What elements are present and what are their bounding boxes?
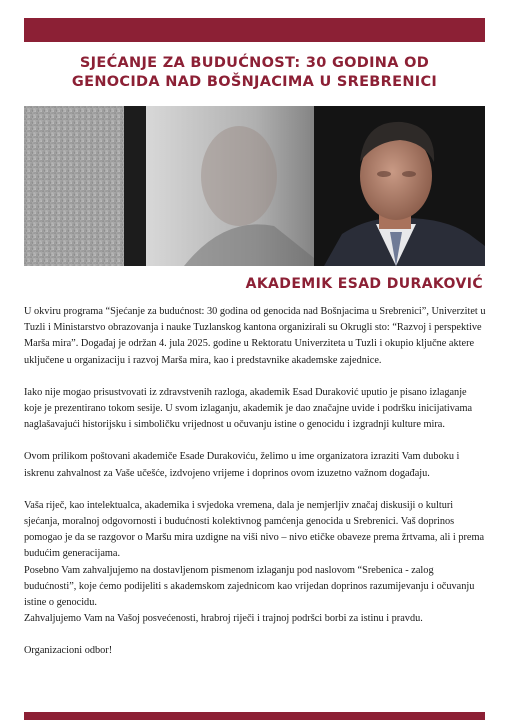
top-accent-bar [24, 18, 485, 42]
title-line-1: SJEĆANJE ZA BUDUĆNOST: 30 GODINA OD [79, 55, 430, 71]
paragraph-absence: Iako nije mogao prisustvovati iz zdravstvenih razloga, akademik Esad Duraković uputio je pisano izlaganje koje je prezentirano tokom sesije. U svom izlaganju, akademik je dao značajne uvide i podršku inicijativama naglašavajući historijsku i simboličku vrijednost u očuvanju istine o genocidu i izgradnji kulture mira. [24, 386, 473, 431]
paragraph-gratitude: Ovom prilikom poštovani akademiče Esade Durakoviću, želimo u ime organizatora izraziti Vam duboku i iskrenu zahvalnost za Vaše učešće, izdvojeno vrijeme i doprinos ovom izuzetno važnom događaju. [24, 451, 460, 479]
paragraph-closing: Zahvaljujemo Vam na Vašoj posvećenosti, hrabroj riječi i trajnoj podršci borbi za istinu i pravdu. [24, 613, 423, 625]
honoree-name: AKADEMIK ESAD DURAKOVIĆ [245, 276, 483, 292]
paragraph-special-thanks: Posebno Vam zahvaljujemo na dostavljenom pismenom izlaganju pod naslovom “Srebenica - zalog budućnosti”, koje ćemo podijeliti s akademskom zajednicom kao vrijedan doprinos razumijevanju i očuvanju istine o genocidu. [24, 564, 475, 609]
bottom-accent-bar [24, 712, 485, 720]
signature: Organizacioni odbor! [24, 645, 113, 657]
portrait-photo [24, 106, 485, 266]
letter-body [24, 304, 486, 660]
paragraph-intro: U okviru programa “Sjećanje za budućnost: 30 godina od genocida nad Bošnjacima u Srebrenici”, Univerzitet u Tuzli i Ministarstvo obrazovanja i nauke Tuzlanskog kantona organizirali su Okrugli sto: “Razvoj i perspektive Marša mira”. Događaj je održan 4. jula 2025. godine u Rektoratu Univerziteta u Tuzli i okupio ključne aktere uključene u organizaciju i razvoj Marša mira, kao i predstavnike akademske zajednice. [24, 306, 486, 366]
paragraph-contribution: Vaša riječ, kao intelektualca, akademika i svjedoka vremena, dala je nemjerljiv značaj diskusiji o kulturi sjećanja, moralnoj odgovornosti i budućnosti kolektivnog pamćenja genocida u Srebrenici. Vaš doprinos pomogao je da se razgovor o Maršu mira uzdigne na viši nivo – nivo etičke obaveze prema žrtvama, ali i prema budućim generacijama. [24, 499, 485, 560]
page-title [24, 54, 485, 92]
title-line-2: GENOCIDA NAD BOŠNJACIMA U SREBRENICI [71, 74, 438, 90]
